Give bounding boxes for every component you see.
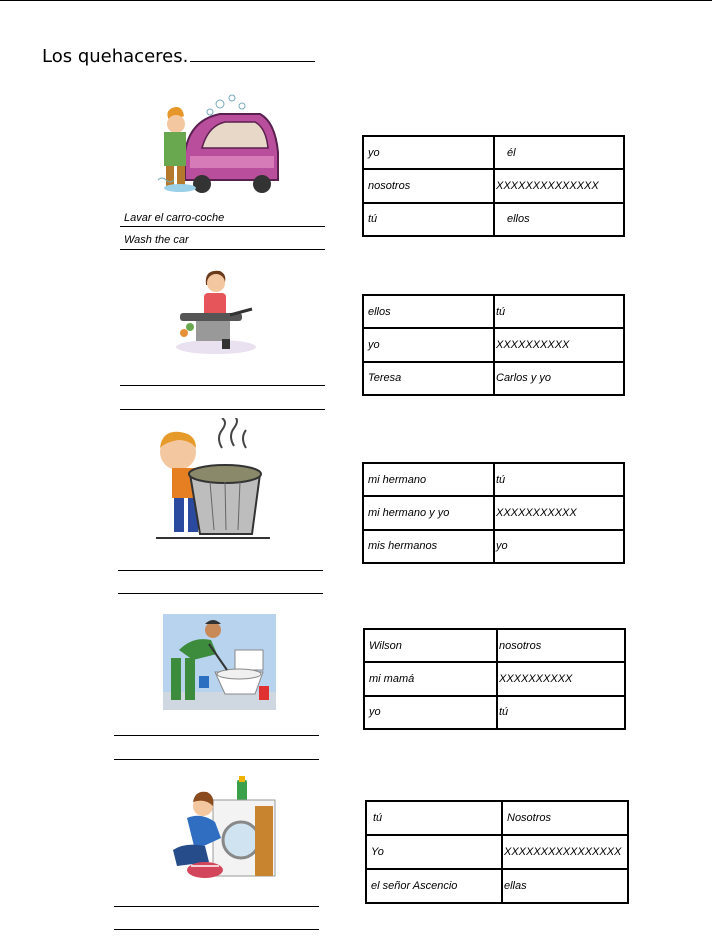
table-cell[interactable]: él [494,136,624,169]
table-cell[interactable]: yo [364,696,497,729]
table-cell[interactable]: tú [363,203,494,236]
table-cell[interactable]: XXXXXXXXXXX [494,496,624,529]
table-cell[interactable]: tú [494,295,624,328]
table-cell[interactable]: nosotros [497,629,625,662]
page-title-text: Los quehaceres. [42,46,189,67]
answer-line[interactable] [114,735,319,736]
table-cell[interactable]: ellos [363,295,494,328]
man-cleaning-toilet-icon [163,614,276,710]
answer-line[interactable] [114,929,319,930]
table-cell[interactable]: yo [363,136,494,169]
table-cell[interactable]: el señor Ascencio [366,869,502,903]
page-title [42,46,315,67]
answer-line[interactable] [118,570,323,571]
conjugation-table-5 [365,800,629,904]
table-cell[interactable]: XXXXXXXXXX [494,328,624,361]
table-cell[interactable]: ellas [502,869,628,903]
table-cell[interactable]: yo [494,530,624,563]
answer-line[interactable] [118,593,323,594]
title-answer-blank[interactable] [190,47,315,62]
table-cell[interactable]: XXXXXXXXXX [497,662,625,695]
woman-doing-laundry-icon [165,776,277,882]
conjugation-table-1 [362,135,625,237]
table-cell[interactable]: Carlos y yo [494,362,624,395]
answer-line[interactable] [120,226,325,227]
top-border [0,0,712,1]
table-cell[interactable]: Yo [366,835,502,869]
caption-spanish: Lavar el carro-coche [124,212,225,224]
answer-line[interactable] [120,409,325,410]
table-cell[interactable]: tú [497,696,625,729]
table-cell[interactable]: XXXXXXXXXXXXXX [494,169,624,202]
answer-line[interactable] [114,906,319,907]
person-cooking-icon [166,265,270,357]
table-cell[interactable]: tú [366,801,502,835]
table-cell[interactable]: mi hermano [363,463,494,496]
table-cell[interactable]: mis hermanos [363,530,494,563]
table-cell[interactable]: tú [494,463,624,496]
table-cell[interactable]: XXXXXXXXXXXXXXXX [502,835,628,869]
caption-english: Wash the car [124,234,189,246]
conjugation-table-4 [363,628,626,730]
conjugation-table-3 [362,462,625,564]
answer-line[interactable] [114,759,319,760]
conjugation-table-2 [362,294,625,396]
table-cell[interactable]: Teresa [363,362,494,395]
person-washing-car-icon [150,92,285,204]
table-cell[interactable]: yo [363,328,494,361]
boy-carrying-trash-can-icon [152,418,272,544]
answer-line[interactable] [120,249,325,250]
table-cell[interactable]: mi hermano y yo [363,496,494,529]
answer-line[interactable] [120,385,325,386]
table-cell[interactable]: mi mamá [364,662,497,695]
table-cell[interactable]: Nosotros [502,801,628,835]
table-cell[interactable]: ellos [494,203,624,236]
table-cell[interactable]: Wilson [364,629,497,662]
table-cell[interactable]: nosotros [363,169,494,202]
